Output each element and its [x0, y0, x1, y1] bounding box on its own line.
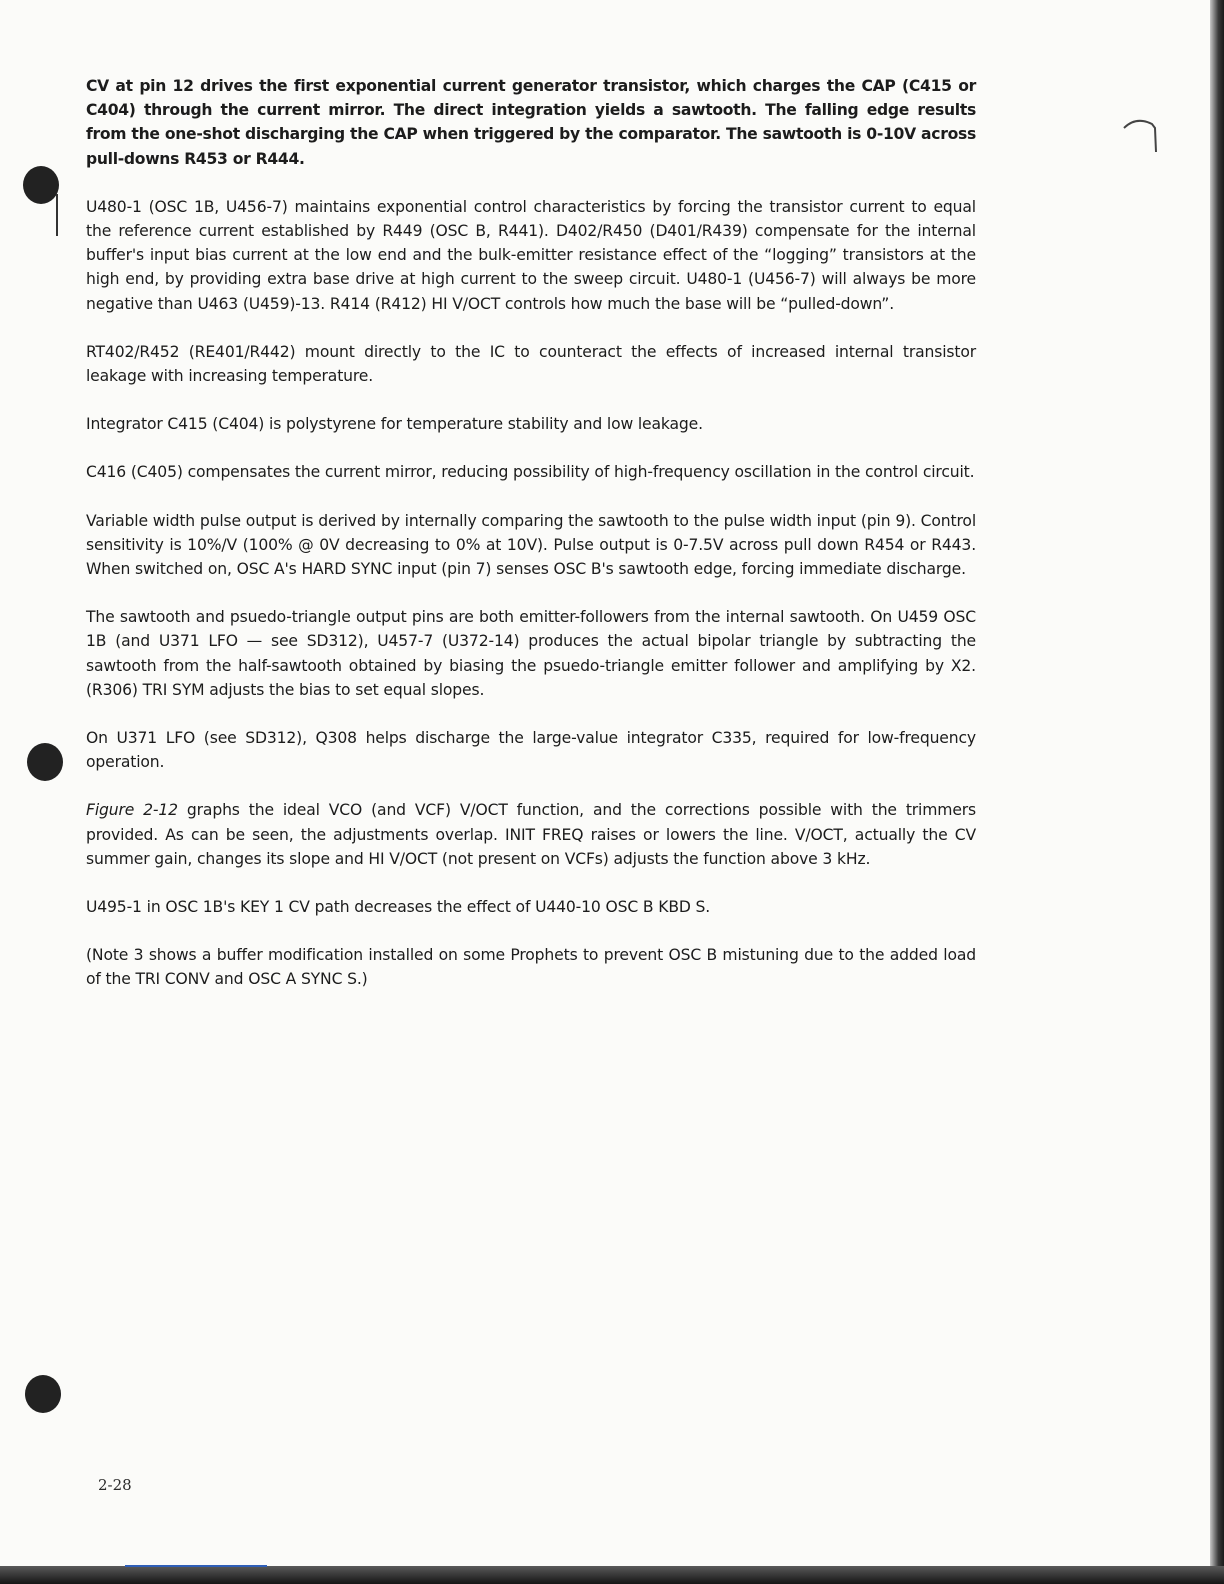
paragraph-exponential-control: U480-1 (OSC 1B, U456-7) maintains exponential control characteristics by forcing the transistor current to equal the reference current established by R449 (OSC B, R441). D402/R450 (D401/R439) compensate for the internal buffer's input bias current at the low end and the bulk-emitter resistance effect of the “logging” transistors at the high end, by providing extra base drive at high current to the sweep circuit. U480-1 (U456-7) will always be more negative than U463 (U459)-13. R414 (R412) HI V/OCT controls how much the base will be “pulled-down”.: [86, 197, 976, 313]
page-number: 2-28: [98, 1476, 132, 1494]
binder-punch-hole: [23, 166, 59, 204]
scan-bottom-accent: [125, 1565, 267, 1567]
paragraph-lfo-discharge: On U371 LFO (see SD312), Q308 helps discharge the large-value integrator C335, required for low-frequency operation.: [86, 729, 976, 772]
paragraph-key-cv-path: U495-1 in OSC 1B's KEY 1 CV path decreases the effect of U440-10 OSC B KBD S.: [86, 898, 711, 917]
paragraph-integrator: Integrator C415 (C404) is polystyrene for temperature stability and low leakage.: [86, 415, 703, 434]
page-body: [86, 74, 976, 1016]
binder-mark: [56, 194, 58, 236]
figure-reference: Figure 2-12: [86, 801, 178, 820]
binder-punch-hole: [25, 1375, 61, 1413]
paragraph-current-mirror: C416 (C405) compensates the current mirror, reducing possibility of high-frequency oscillation in the control circuit.: [86, 463, 975, 482]
binder-punch-hole: [27, 743, 63, 781]
paragraph-temperature-compensation: RT402/R452 (RE401/R442) mount directly to the IC to counteract the effects of increased internal transistor leakage with increasing temperature.: [86, 342, 976, 386]
scan-edge-shadow: [1210, 0, 1224, 1584]
paragraph-triangle-output: The sawtooth and psuedo-triangle output pins are both emitter-followers from the internal sawtooth. On U459 OSC 1B (and U371 LFO — see SD312), U457-7 (U372-14) produces the actual bipolar triangle by subtracting the sawtooth from the half-sawtooth obtained by biasing the psuedo-triangle emitter follower and amplifying by X2. (R306) TRI SYM adjusts the bias to set equal slopes.: [86, 608, 976, 699]
paragraph-voct-function: [86, 798, 976, 871]
paragraph-buffer-note: (Note 3 shows a buffer modification installed on some Prophets to prevent OSC B mistuning due to the added load of the TRI CONV and OSC A SYNC S.): [86, 946, 976, 989]
paragraph-pulse-output: Variable width pulse output is derived by internally comparing the sawtooth to the pulse width input (pin 9). Control sensitivity is 10%/V (100% @ 0V decreasing to 0% at 10V). Pulse output is 0-7.5V across pull down R454 or R443. When switched on, OSC A's HARD SYNC input (pin 7) senses OSC B's sawtooth edge, forcing immediate discharge.: [86, 511, 976, 579]
paragraph-exponential-generator: CV at pin 12 drives the first exponential current generator transistor, which charges the CAP (C415 or C404) through the current mirror. The direct integration yields a sawtooth. The falling edge results from the one-shot discharging the CAP when triggered by the comparator. The sawtooth is 0-10V across pull-downs R453 or R444.: [86, 77, 976, 168]
figure-paragraph-text: graphs the ideal VCO (and VCF) V/OCT function, and the corrections possible with the trimmers provided. As can be seen, the adjustments overlap. INIT FREQ raises or lowers the line. V/OCT, actually the CV summer gain, changes its slope and HI V/OCT (not present on VCFs) adjusts the function above 3 kHz.: [86, 801, 977, 868]
scan-bottom-shadow: [0, 1566, 1224, 1584]
pen-mark-icon: [1122, 114, 1162, 154]
